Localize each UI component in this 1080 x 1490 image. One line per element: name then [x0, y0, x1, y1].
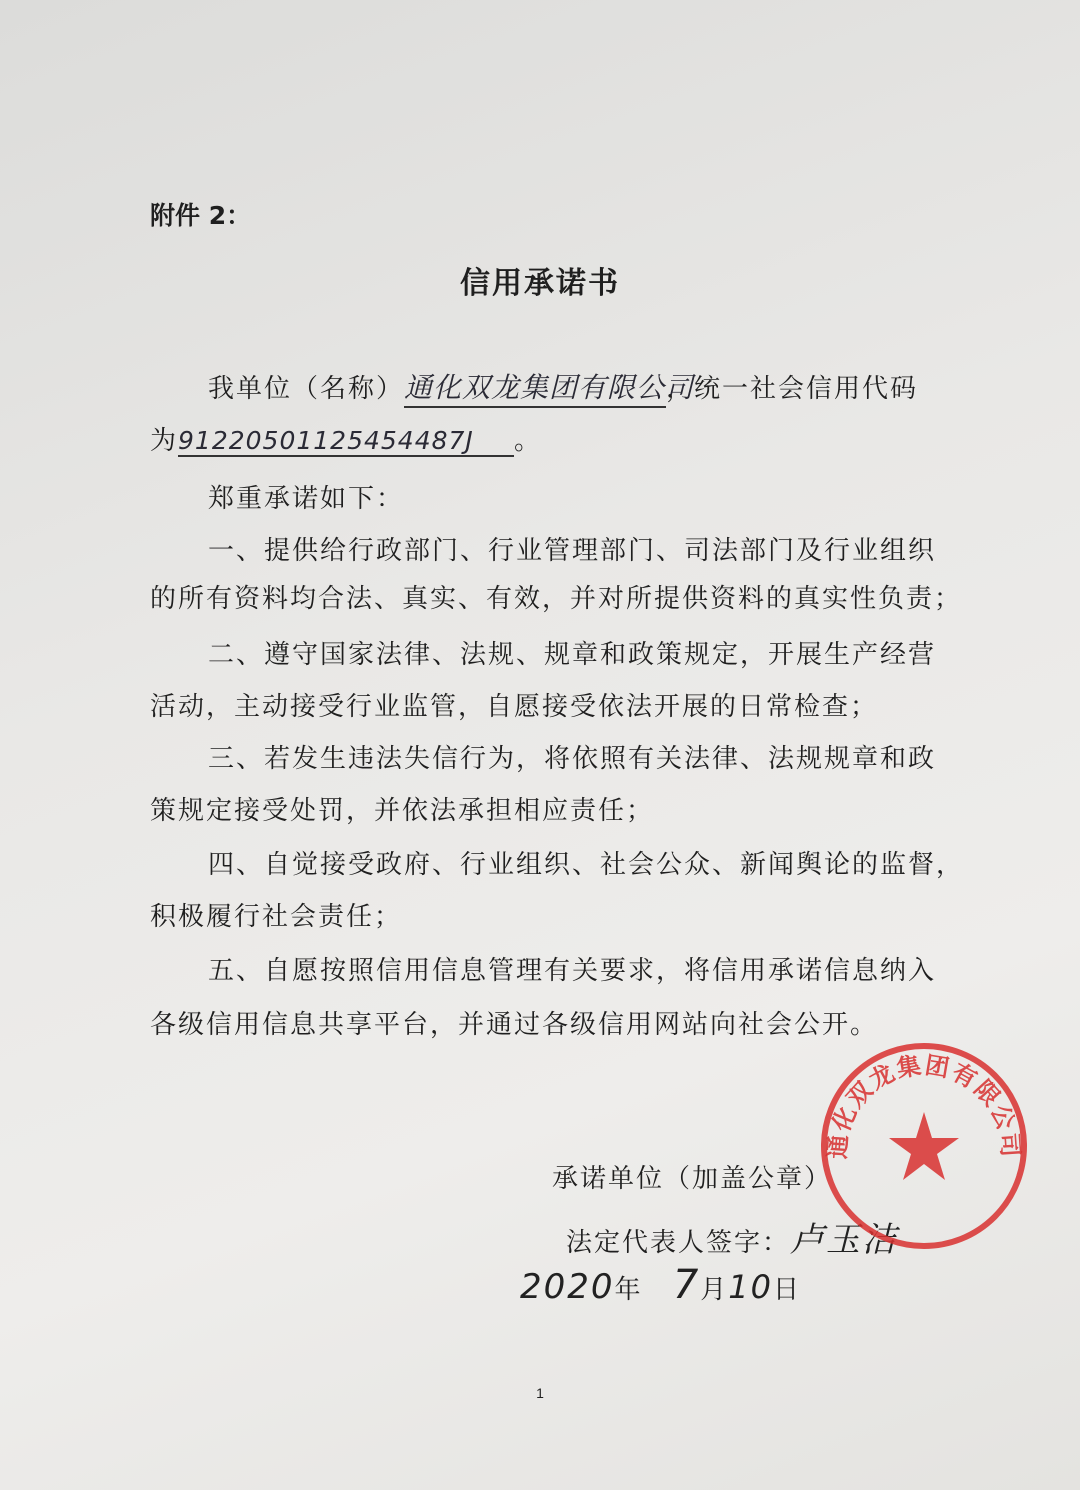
intro-suffix: ，统一社会信用代码 — [666, 374, 919, 404]
document-title: 信用承诺书 — [460, 266, 620, 301]
intro-line-2 — [150, 420, 542, 457]
star-icon — [889, 1112, 959, 1180]
company-seal — [818, 1040, 1030, 1252]
item-4-line-1: 四、自觉接受政府、行业组织、社会公众、新闻舆论的监督， — [208, 850, 965, 880]
item-4-line-2: 积极履行社会责任； — [150, 902, 403, 932]
intro-prefix: 我单位（名称） — [208, 374, 405, 404]
item-2-line-1: 二、遵守国家法律、法规、规章和政策规定，开展生产经营 — [208, 640, 937, 670]
date-year-unit: 年 — [614, 1275, 643, 1305]
item-2-line-2: 活动，主动接受行业监管，自愿接受依法开展的日常检查； — [150, 692, 879, 722]
legal-rep-label: 法定代表人签字： — [566, 1228, 791, 1258]
intro-line-1 — [208, 366, 918, 408]
code-prefix: 为 — [150, 426, 179, 456]
pledge-intro: 郑重承诺如下： — [208, 484, 405, 514]
date-year: 2020 — [520, 1267, 615, 1307]
item-1-line-1: 一、提供给行政部门、行业管理部门、司法部门及行业组织 — [208, 536, 937, 566]
item-5-line-1: 五、自愿按照信用信息管理有关要求，将信用承诺信息纳入 — [208, 956, 937, 986]
date-day-unit: 日 — [773, 1275, 802, 1305]
date-month: 7 — [672, 1262, 701, 1308]
seal-text: 通化双龙集团有限公司 — [823, 1051, 1025, 1160]
page-number: 1 — [536, 1385, 544, 1401]
legal-rep-signature: 卢玉洁 — [790, 1220, 899, 1260]
code-suffix: 。 — [514, 426, 543, 456]
item-5-line-2: 各级信用信息共享平台，并通过各级信用网站向社会公开。 — [150, 1010, 879, 1040]
company-name-handwritten: 通化双龙集团有限公司 — [404, 366, 666, 408]
signing-date — [520, 1262, 801, 1308]
credit-code-handwritten: 91220501125454487J — [178, 426, 514, 457]
attachment-label: 附件 2： — [150, 201, 252, 230]
item-3-line-1: 三、若发生违法失信行为，将依照有关法律、法规规章和政 — [208, 744, 937, 774]
date-month-unit: 月 — [700, 1275, 729, 1305]
item-3-line-2: 策规定接受处罚，并依法承担相应责任； — [150, 796, 655, 826]
item-1-line-2: 的所有资料均合法、真实、有效，并对所提供资料的真实性负责； — [150, 584, 963, 614]
date-day: 10 — [728, 1268, 773, 1306]
signing-unit-label: 承诺单位（加盖公章） — [552, 1164, 833, 1194]
